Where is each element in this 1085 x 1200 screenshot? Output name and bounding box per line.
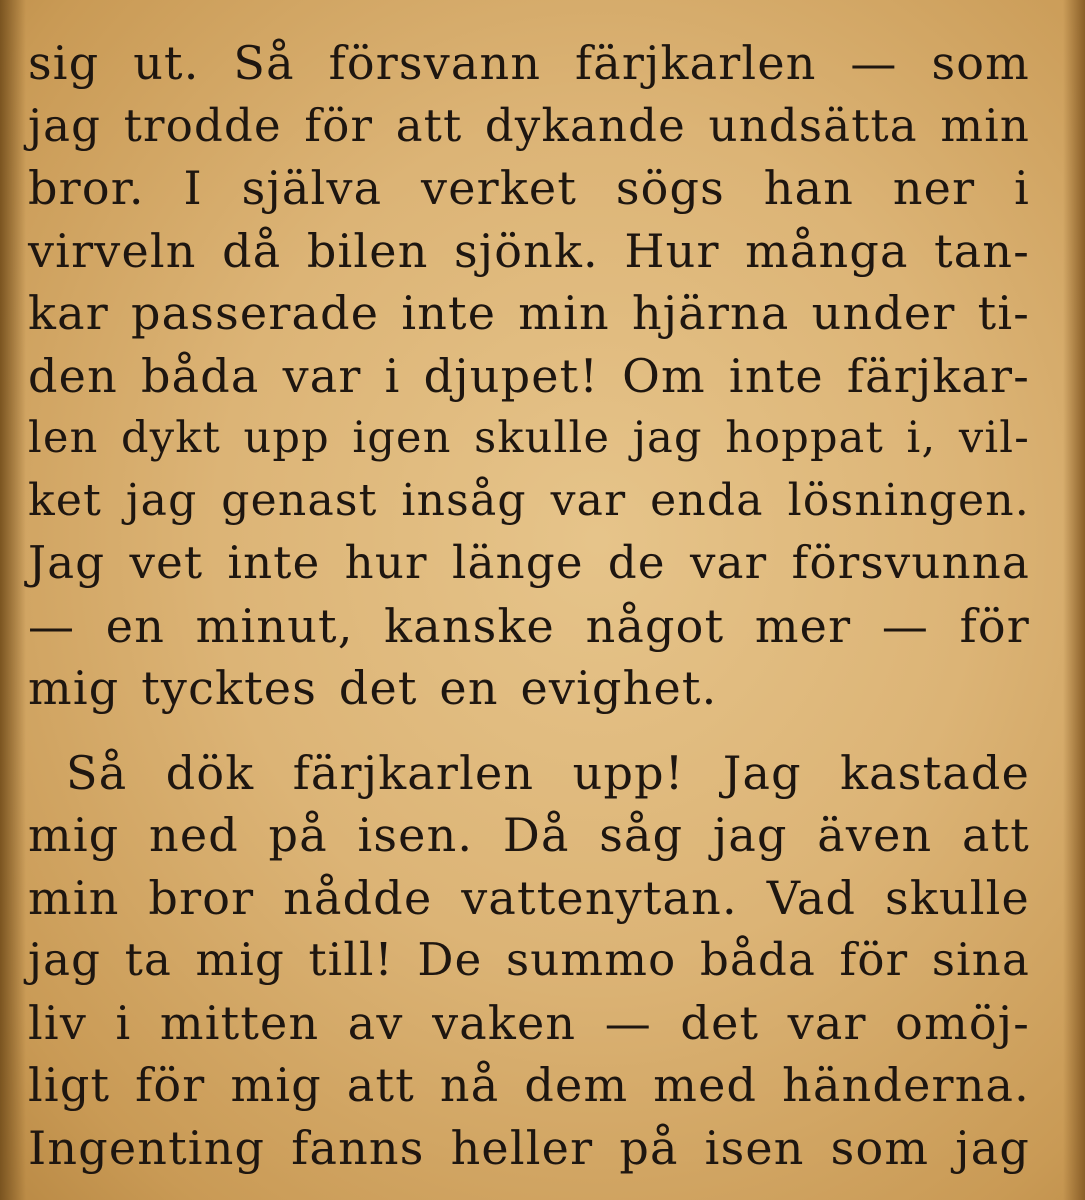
text-line: ket jag genast insåg var enda lösningen. — [28, 474, 1030, 526]
text-line: Så dök färjkarlen upp! Jag kastade — [66, 745, 1030, 800]
paragraph-2 — [28, 742, 1030, 1180]
paragraph-1 — [28, 32, 1030, 720]
page-text — [28, 32, 1030, 1179]
text-line: jag ta mig till! De summo båda för sina — [28, 933, 1030, 986]
text-line: sig ut. Så försvann färjkarlen — som — [28, 36, 1030, 90]
text-line: bror. I själva verket sögs han ner i — [28, 161, 1030, 215]
paragraph-gap — [28, 720, 1030, 742]
text-line: jag trodde för att dykande undsätta min — [28, 98, 1030, 152]
text-line: liv i mitten av vaken — det var omöj- — [28, 995, 1030, 1050]
text-line: min bror nådde vattenytan. Vad skulle — [28, 870, 1030, 925]
text-line: virveln då bilen sjönk. Hur många tan- — [28, 223, 1030, 278]
text-line: den båda var i djupet! Om inte färjkar- — [28, 348, 1030, 403]
text-line: — en minut, kanske något mer — för — [28, 598, 1030, 653]
text-line: Ingenting fanns heller på isen som jag — [28, 1120, 1030, 1175]
text-line: len dykt upp igen skulle jag hoppat i, vil- — [28, 413, 1030, 463]
text-line: mig ned på isen. Då såg jag även att — [28, 808, 1030, 862]
text-line: mig tycktes det en evighet. — [28, 661, 718, 715]
text-line: Jag vet inte hur länge de var försvunna — [28, 536, 1030, 589]
text-line: ligt för mig att nå dem med händerna. — [28, 1058, 1030, 1112]
text-line: kar passerade inte min hjärna under ti- — [28, 286, 1030, 340]
